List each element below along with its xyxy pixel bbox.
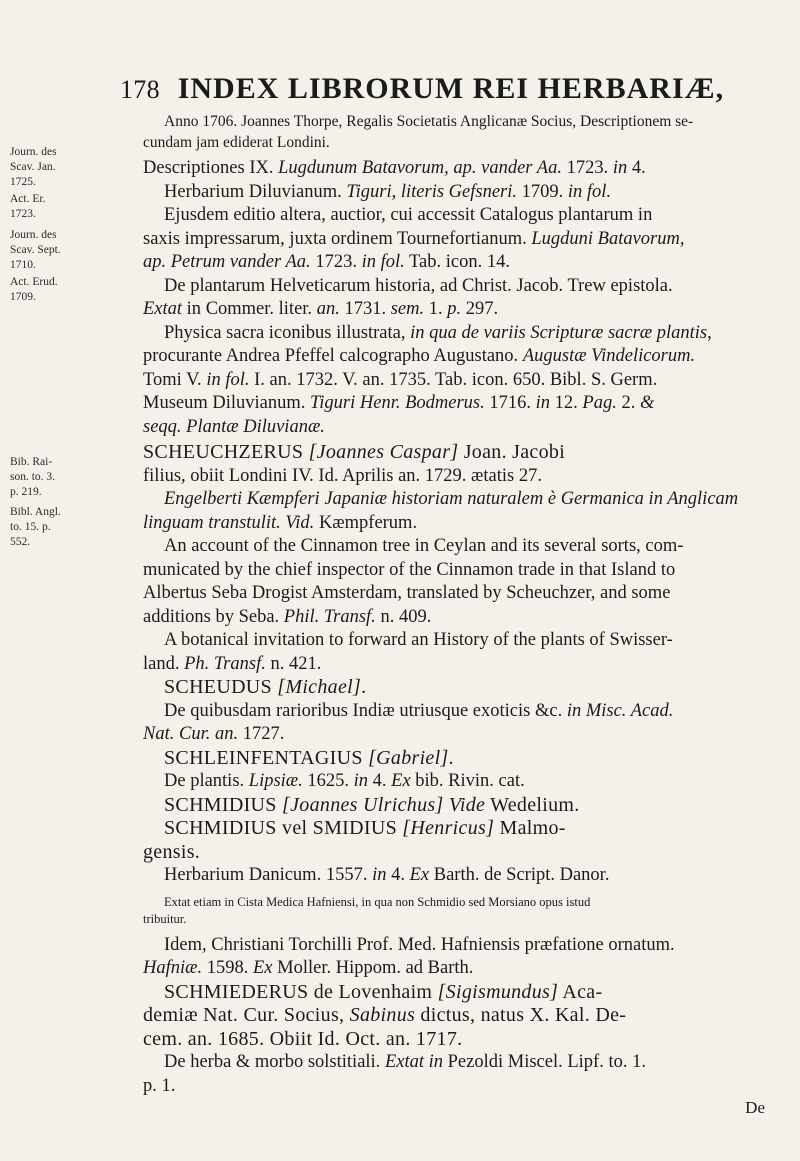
entry-heading-schmidius: SCHMIDIUS [Joannes Ulrichus] Vide Wedelium. <box>164 793 580 816</box>
text-line: cundam jam ediderat Londini. <box>143 133 330 151</box>
entry-line: Engelberti Kæmpferi Japaniæ historiam naturalem è Germanica in Anglicam <box>164 489 739 510</box>
text-line: Extat etiam in Cista Medica Hafniensi, in qua non Schmidio sed Morsiano opus istud <box>164 894 591 909</box>
index-body-text <box>143 112 791 1119</box>
entry-line: Albertus Seba Drogist Amsterdam, translated by Scheuchzer, and some <box>143 583 671 604</box>
entry-line: seqq. Plantæ Diluvianæ. <box>143 416 325 437</box>
entry-heading-scheudus: SCHEUDUS [Michael]. <box>164 676 367 699</box>
entry-line: Museum Diluvianum. Tiguri Henr. Bodmerus. 1716. in 12. Pag. 2. & <box>143 393 655 414</box>
entry-line: De quibusdam rarioribus Indiæ utriusque exoticis &c. in Misc. Acad. <box>164 700 674 721</box>
text-line: tribuitur. <box>143 911 187 926</box>
entry-line: ap. Petrum vander Aa. 1723. in fol. Tab. icon. 14. <box>143 252 510 273</box>
entry-line: Extat in Commer. liter. an. 1731. sem. 1. p. 297. <box>143 299 499 320</box>
entry-line: An account of the Cinnamon tree in Ceylan and its several sorts, com- <box>164 536 684 557</box>
entry-line: De plantarum Helveticarum historia, ad Christ. Jacob. Trew epistola. <box>164 275 673 296</box>
margin-note-bibl-angl: Bibl. Angl. to. 15. p. 552. <box>10 506 61 548</box>
entry-line: De herba & morbo solstitiali. Extat in Pezoldi Miscel. Lipf. to. 1. <box>164 1052 646 1073</box>
entry-line: Physica sacra iconibus illustrata, in qua de variis Scripturæ sacræ plantis, <box>164 322 712 343</box>
page-number: 178 <box>120 75 160 104</box>
entry-heading-schleinfentagius: SCHLEINFENTAGIUS [Gabriel]. <box>164 746 454 769</box>
margin-note-journ-scav-1710: Journ. des Scav. Sept. 1710. <box>10 229 61 271</box>
catchword: De <box>745 1098 765 1118</box>
entry-line: Herbarium Danicum. 1557. in 4. Ex Barth. de Script. Danor. <box>164 865 610 886</box>
running-title: INDEX LIBRORUM REI HERBARIÆ, <box>177 72 725 105</box>
entry-line: municated by the chief inspector of the Cinnamon trade in that Island to <box>143 559 676 580</box>
entry-line: cem. an. 1685. Obiit Id. Oct. an. 1717. <box>143 1027 463 1050</box>
running-header <box>120 72 800 106</box>
entry-line: Descriptiones IX. Lugdunum Batavorum, ap. vander Aa. 1723. in 4. <box>143 158 646 179</box>
entry-heading-schmiederus: SCHMIEDERUS de Lovenhaim [Sigismundus] Aca- <box>164 980 603 1003</box>
entry-heading-schmidius-smidius: SCHMIDIUS vel SMIDIUS [Henricus] Malmo- <box>164 817 566 840</box>
entry-line: Herbarium Diluvianum. Tiguri, literis Gefsneri. 1709. in fol. <box>164 181 612 202</box>
entry-line: additions by Seba. Phil. Transf. n. 409. <box>143 606 432 627</box>
entry-line: land. Ph. Transf. n. 421. <box>143 653 322 674</box>
margin-note-journ-scav: Journ. des Scav. Jan. 1725. <box>10 146 57 188</box>
entry-line: saxis impressarum, juxta ordinem Tournefortianum. Lugduni Batavorum, <box>143 228 685 249</box>
entry-line: demiæ Nat. Cur. Socius, Sabinus dictus, natus X. Kal. De- <box>143 1004 627 1027</box>
footnote-block <box>143 894 791 928</box>
entry-line: Ejusdem editio altera, auctior, cui accessit Catalogus plantarum in <box>164 205 653 226</box>
entry-line: procurante Andrea Pfeffel calcographo Augustano. Augustæ Vindelicorum. <box>143 346 696 367</box>
entry-heading-scheuchzerus: SCHEUCHZERUS [Joannes Caspar] Joan. Jacobi <box>143 441 566 464</box>
text-line: Anno 1706. Joannes Thorpe, Regalis Societatis Anglicanæ Socius, Descriptionem se- <box>164 113 694 130</box>
entry-line: Tomi V. in fol. I. an. 1732. V. an. 1735. Tab. icon. 650. Bibl. S. Germ. <box>143 369 658 390</box>
entry-line: Idem, Christiani Torchilli Prof. Med. Hafniensis præfatione ornatum. <box>164 934 675 955</box>
entry-line: A botanical invitation to forward an History of the plants of Swisser- <box>164 630 673 651</box>
entry-line: gensis. <box>143 840 201 863</box>
margin-note-bib-raison: Bib. Rai- son. to. 3. p. 219. <box>10 456 56 498</box>
entry-line: linguam transtulit. Vid. Kæmpferum. <box>143 512 418 533</box>
margin-note-act-erud-1709: Act. Erud. 1709. <box>10 276 58 303</box>
margin-note-act-erud-1723: Act. Er. 1723. <box>10 193 46 220</box>
entry-line: p. 1. <box>143 1075 176 1096</box>
entry-line: Nat. Cur. an. 1727. <box>143 724 285 745</box>
entry-line: Hafniæ. 1598. Ex Moller. Hippom. ad Barth. <box>143 958 474 979</box>
entry-line: filius, obiit Londini IV. Id. Aprilis an. 1729. ætatis 27. <box>143 465 542 486</box>
entry-line: De plantis. Lipsiæ. 1625. in 4. Ex bib. Rivin. cat. <box>164 771 525 792</box>
